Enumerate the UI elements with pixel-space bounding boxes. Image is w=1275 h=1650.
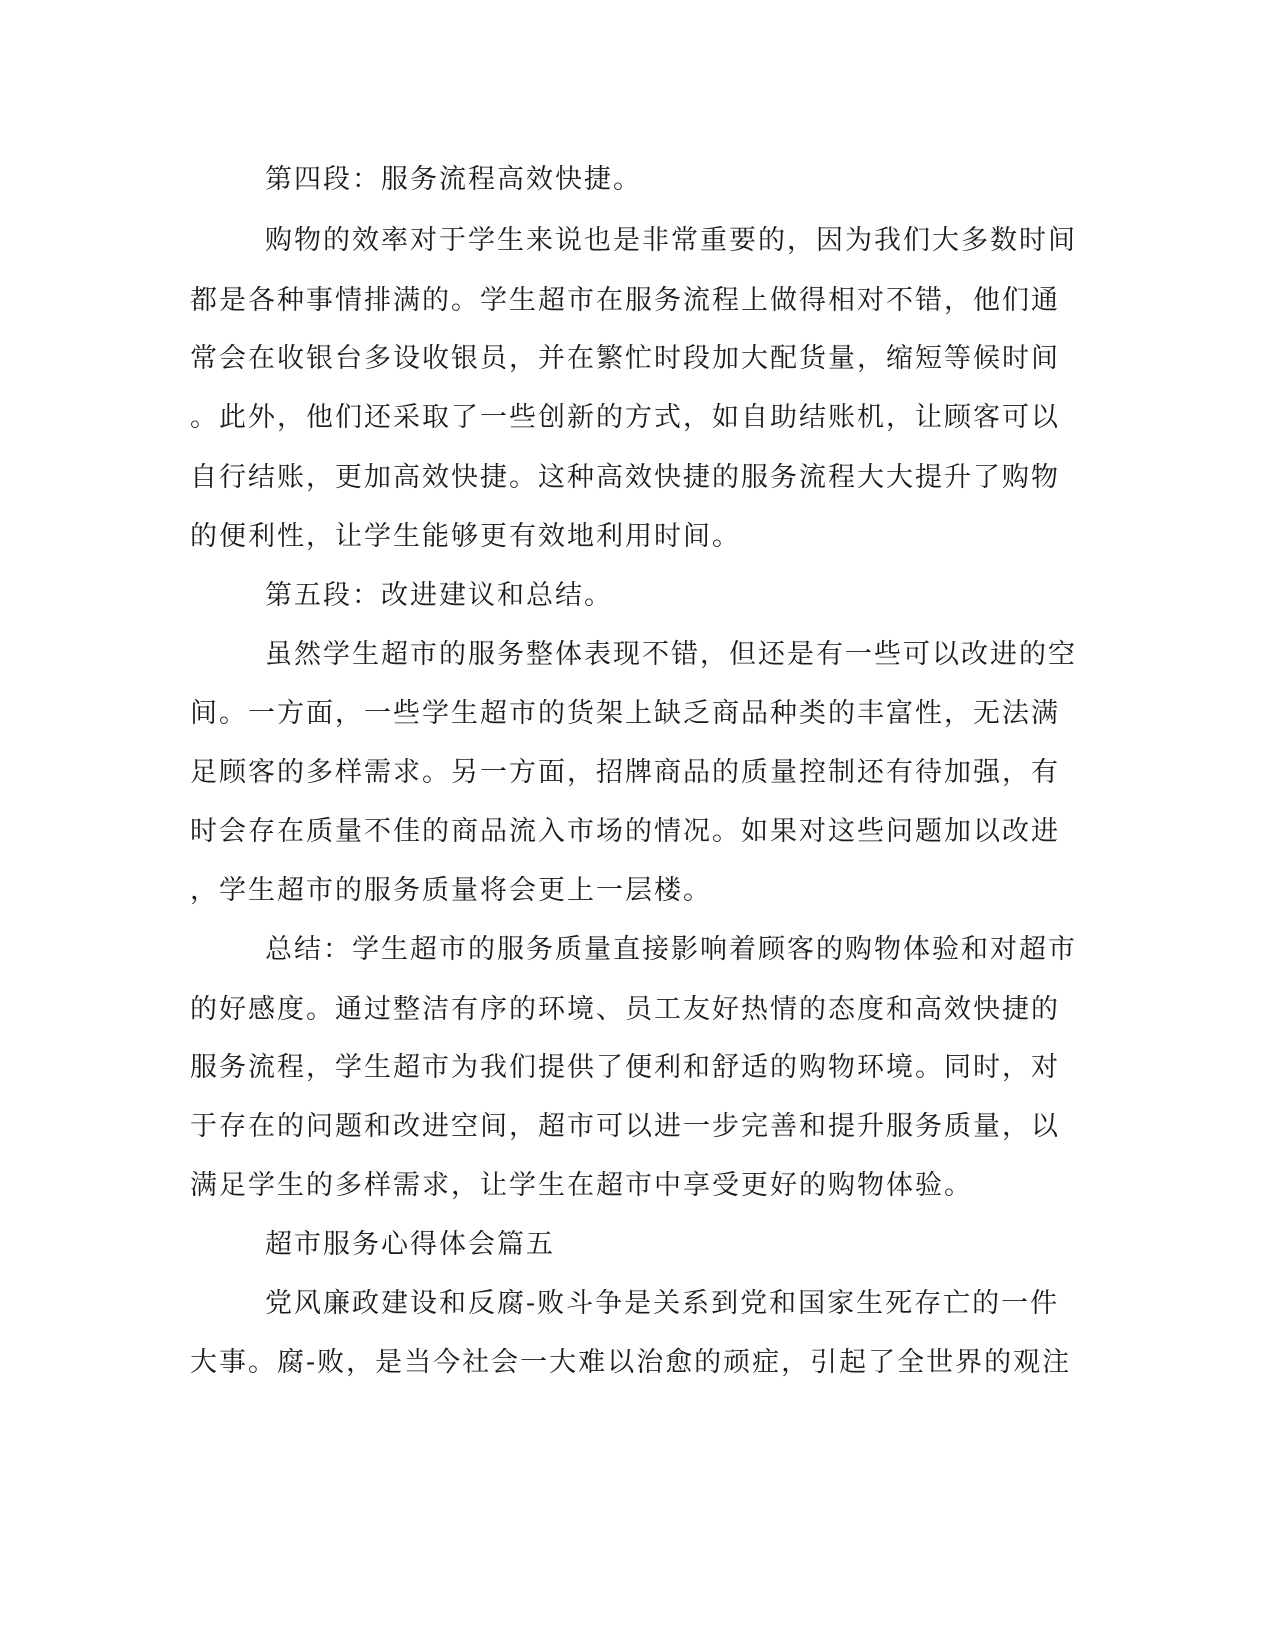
paragraph-line: 的好感度。通过整洁有序的环境、员工友好热情的态度和高效快捷的 xyxy=(190,994,1060,1025)
paragraph-line: 。此外，他们还采取了一些创新的方式，如自助结账机，让顾客可以 xyxy=(190,402,1060,433)
paragraph-line: 党风廉政建设和反腐-败斗争是关系到党和国家生死存亡的一件 xyxy=(265,1288,1060,1319)
paragraph-line: 自行结账，更加高效快捷。这种高效快捷的服务流程大大提升了购物 xyxy=(190,462,1060,493)
section-heading-4: 第四段：服务流程高效快捷。 xyxy=(265,164,642,195)
paragraph-line: 时会存在质量不佳的商品流入市场的情况。如果对这些问题加以改进 xyxy=(190,816,1060,847)
article-heading: 超市服务心得体会篇五 xyxy=(265,1229,555,1260)
paragraph-line: 的便利性，让学生能够更有效地利用时间。 xyxy=(190,521,741,552)
paragraph-line: ，学生超市的服务质量将会更上一层楼。 xyxy=(190,875,712,906)
paragraph-line: 满足学生的多样需求，让学生在超市中享受更好的购物体验。 xyxy=(190,1170,973,1201)
paragraph-line: 于存在的问题和改进空间，超市可以进一步完善和提升服务质量，以 xyxy=(190,1111,1060,1142)
paragraph-line: 虽然学生超市的服务整体表现不错，但还是有一些可以改进的空 xyxy=(265,639,1077,670)
paragraph-line: 间。一方面，一些学生超市的货架上缺乏商品种类的丰富性，无法满 xyxy=(190,698,1060,729)
paragraph-line: 都是各种事情排满的。学生超市在服务流程上做得相对不错，他们通 xyxy=(190,285,1060,316)
paragraph-line: 常会在收银台多设收银员，并在繁忙时段加大配货量，缩短等候时间 xyxy=(190,343,1060,374)
paragraph-line: 服务流程，学生超市为我们提供了便利和舒适的购物环境。同时，对 xyxy=(190,1052,1060,1083)
paragraph-line: 购物的效率对于学生来说也是非常重要的，因为我们大多数时间 xyxy=(265,225,1077,256)
paragraph-line: 足顾客的多样需求。另一方面，招牌商品的质量控制还有待加强，有 xyxy=(190,757,1060,788)
section-heading-5: 第五段：改进建议和总结。 xyxy=(265,580,613,611)
paragraph-line: 大事。腐-败，是当今社会一大难以治愈的顽症，引起了全世界的观注 xyxy=(190,1347,1072,1378)
summary-line: 总结：学生超市的服务质量直接影响着顾客的购物体验和对超市 xyxy=(265,934,1077,965)
